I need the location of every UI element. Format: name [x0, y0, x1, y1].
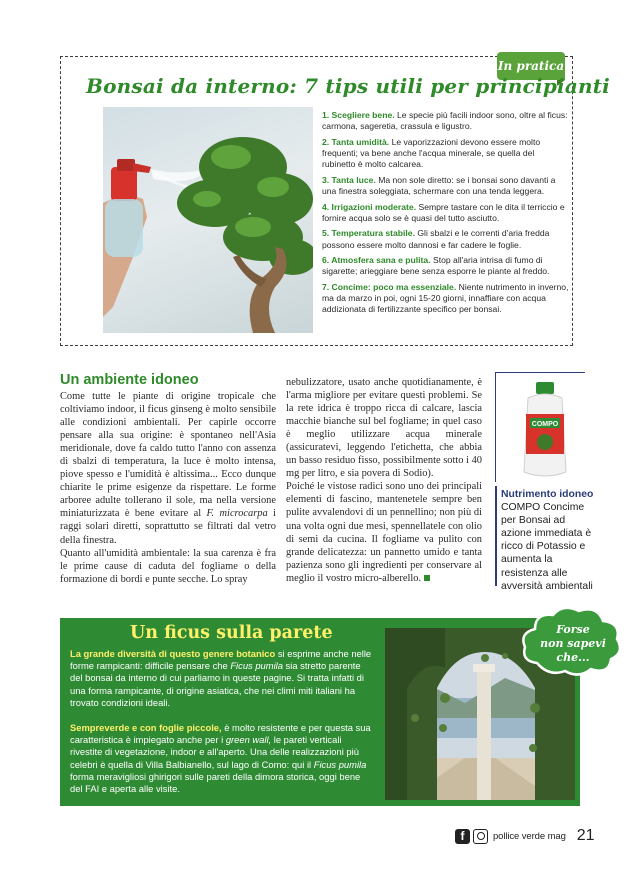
tip-body: Niente nutrimento in inverno, ma da marzo in poi, ogni 15-20 giorni, innaffiare con acqua addizionata di fertilizzante specifico per bonsai. — [322, 281, 569, 315]
sidebar-body: COMPO Concime per Bonsai ad azione immediata è ricco di Potassio e aumenta la resistenza alle avversità ambientali — [501, 502, 593, 592]
box-title: Bonsai da interno: 7 tips utili per principianti — [86, 74, 610, 98]
article-paragraph — [286, 480, 482, 584]
page-footer — [455, 824, 595, 848]
tip-item — [322, 137, 570, 171]
social-handle: pollice verde mag — [493, 830, 566, 842]
term-italic: green wall, — [225, 734, 272, 746]
article-heading: Un ambiente idoneo — [60, 372, 199, 388]
tip-heading: 4. Irrigazioni moderate. — [322, 201, 417, 212]
compo-bottle-image — [510, 380, 580, 480]
ficus-title: Un ficus sulla parete — [130, 623, 333, 643]
paragraph-text: si esprime anche nelle forme rampicanti: difficile pensare che — [70, 648, 372, 672]
page-number: 21 — [576, 827, 595, 844]
paragraph-text: Poiché le vistose radici sono uno dei principali elementi di fascino, mantenetele sempre ben pulite avvalendovi di un pennellino; non più di una volta ogni due mesi, spennellatele con olio di semi da cucina. Il fogliame va pulito con grande delicatezza: un pannetto umido e tanta pazienza sono gli ingredienti per conservare al meglio il vostro micro-alberello. — [286, 481, 482, 584]
tip-body: Le vaporizzazioni devono essere molto frequenti; va bene anche l'acqua minerale, se quella del rubinetto è molto calcarea. — [322, 136, 541, 170]
paragraph-text: sia stretto parente del bonsai da interno di cui parliamo in queste pagine. Si tratta infatti di una forma rampicante, di origine asiatica, che nei climi miti italiani ha trovato condizioni ideali. — [70, 660, 364, 708]
tip-item — [322, 228, 570, 250]
article-paragraph: nebulizzatore, usato anche quotidianamente, è l'arma migliore per evitare questi problemi. Se la rete idrica è troppo ricca di calcare, lascia macchie bianche sul bel fogliame; in quel caso è meglio utilizzare acqua minerale (assicuratevi, leggendo l'etichetta, che abbia un basso residuo fisso, possibilmente sotto i 40 mg per litro, e sia povera di Sodio). — [286, 377, 482, 480]
tip-heading: 3. Tanta luce. — [322, 174, 376, 185]
species-name: F. microcarpa — [206, 508, 268, 520]
cloud-line-1: Forse — [556, 623, 590, 636]
tip-item — [322, 110, 570, 132]
instagram-icon — [473, 829, 488, 844]
tip-body: Sempre tastare con le dita il terriccio e fornire acqua solo se è quasi del tutto asciutto. — [322, 201, 565, 223]
paragraph-text: è molto resistente e per questa sua caratteristica è impiegato anche per i — [70, 722, 371, 746]
end-mark-icon — [424, 575, 430, 581]
ficus-paragraph-1 — [70, 648, 375, 709]
cloud-line-3: che... — [556, 651, 590, 664]
tip-item — [322, 175, 570, 197]
paragraph-text: i raggi solari diretti, soprattutto se filtrati dal vetro della finestra. — [60, 508, 276, 546]
forse-non-sapevi-cloud — [517, 603, 625, 679]
facebook-icon: f — [455, 829, 470, 844]
tip-body: Stop all'aria intrisa di fumo di sigarette; arieggiare bene senza esporre le piante al freddo. — [322, 255, 550, 277]
highlight-text: La grande diversità di questo genere botanico — [70, 648, 276, 659]
tip-body: Le specie più facili indoor sono, oltre al ficus: carmona, sageretia, crassula e ligustro. — [322, 110, 568, 132]
cloud-line-2: non sapevi — [540, 637, 606, 650]
in-pratica-badge: In pratica — [497, 52, 565, 80]
product-brand-label: COMPO — [531, 421, 559, 428]
article-column-2 — [286, 376, 482, 585]
article-column-1 — [60, 390, 276, 586]
sidebar-heading: Nutrimento idoneo — [501, 489, 594, 500]
paragraph-text: le pareti verticali rivestite di vegetazione, indoor e all'aperto. Una delle realizzazioni più celebri è quella di Villa Balbianello, sul lago di Como: qui il — [70, 734, 359, 770]
tip-item — [322, 202, 570, 224]
species-name: Ficus pumila — [313, 758, 367, 770]
tip-heading: 1. Scegliere bene. — [322, 110, 395, 120]
tip-item — [322, 255, 570, 277]
tip-item — [322, 282, 570, 316]
species-name: Ficus pumila — [230, 660, 283, 672]
tip-heading: 6. Atmosfera sana e pulita. — [322, 255, 431, 266]
tip-body: Gli sbalzi e le correnti d'aria fredda possono essere molto dannosi e far cadere le foglie. — [322, 228, 550, 250]
tip-heading: 5. Temperatura stabile. — [322, 228, 415, 239]
sidebar-note — [495, 488, 595, 593]
paragraph-text: Come tutte le piante di origine tropicale che coltiviamo indoor, il ficus ginseng è molto sensibile alle condizioni ambientali. Per capirle occorre pensare alla sua origine: è spontaneo nell'Asia meridionale, dove fa caldo tutto l'anno con assenza di sbalzi di temperatura, la luce è molto intensa, piove spesso e l'umidità è altissima... Ecco dunque chiarite le prime esigenze da rispettare. Le forme arboree adulte tollerano il sole, ma nella versione miniaturizzata è bene evitare al — [60, 391, 276, 520]
tip-heading: 2. Tanta umidità. — [322, 136, 390, 147]
article-paragraph: Quanto all'umidità ambientale: la sua carenza è fra le prime cause di caduta del fogliame o della formazione di bordi e punte secche. Lo spray — [60, 547, 276, 585]
paragraph-text: forma meravigliosi ghirigori sulle pareti della dimora storica, oggi bene del FAI e aperta alle visite. — [70, 770, 361, 795]
tips-list — [322, 110, 570, 320]
highlight-text: Sempreverde e con foglie piccole, — [70, 722, 222, 733]
tip-body: Ma non sole diretto: se i bonsai sono davanti a una finestra soleggiata, schermare con una tenda leggera. — [322, 174, 556, 196]
ficus-paragraph-2 — [70, 722, 375, 795]
article-paragraph — [60, 390, 276, 547]
bonsai-spray-photo — [103, 107, 313, 333]
tip-heading: 7. Concime: poco ma essenziale. — [322, 281, 457, 292]
